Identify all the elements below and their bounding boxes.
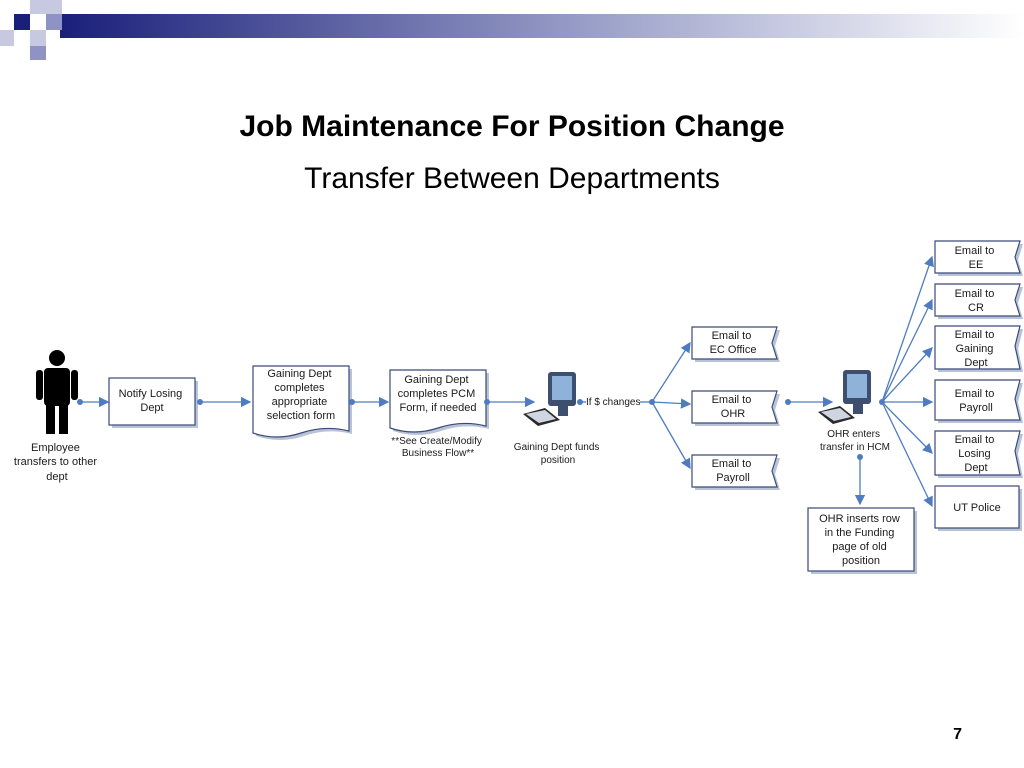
email-losing-dept-box xyxy=(935,431,1023,478)
ohr-inserts-row-box xyxy=(808,508,917,574)
svg-text:Email to EE: Email to EE xyxy=(954,245,995,271)
svg-text:UT Police: UT Police xyxy=(953,502,1001,514)
email-ee-box xyxy=(935,241,1023,276)
email-gaining-dept-box xyxy=(935,326,1023,372)
svg-text:Email to CR: Email to CR xyxy=(954,288,995,314)
gaining-dept-pcm-form-doc xyxy=(390,370,489,435)
employee-label: Employee transfers to other dept xyxy=(13,442,98,483)
pcm-note: **See Create/Modify Business Flow** xyxy=(391,436,482,459)
gaining-dept-selection-form-doc xyxy=(253,366,352,440)
email-cr-box xyxy=(935,284,1023,319)
hcm-computer-icon xyxy=(818,370,871,424)
computer-icon xyxy=(523,372,576,426)
svg-text:Gaining Dept completes: Gaining Dept completes appropriate selection form xyxy=(266,368,336,422)
notify-losing-dept-box xyxy=(109,378,198,428)
if-changes-label: If $ changes xyxy=(586,397,641,408)
svg-text:Notify Losing Dept: Notify Losing Dept xyxy=(118,388,183,414)
funds-label: Gaining Dept funds position xyxy=(513,442,600,466)
slide-subtitle: Transfer Between Departments xyxy=(304,162,720,195)
slide-title: Job Maintenance For Position Change xyxy=(239,110,785,143)
svg-text:Email to OHR: Email to OHR xyxy=(711,394,752,420)
svg-text:Email to Gaining D: Email to Gaining Dept xyxy=(954,329,995,369)
email-payroll-right-box xyxy=(935,380,1023,423)
svg-text:Email to Losing De: Email to Losing Dept xyxy=(954,434,995,474)
email-ohr-box xyxy=(692,391,780,426)
svg-text:Email to Payroll: Email to Payroll xyxy=(711,458,752,484)
ohr-enters-label: OHR enters transfer in HCM xyxy=(819,429,891,453)
svg-text:Email to EC Office: Email to EC Office xyxy=(709,330,757,356)
email-ec-office-box xyxy=(692,327,780,362)
ut-police-box xyxy=(935,486,1022,531)
svg-text:Email to Payroll: Email to Payroll xyxy=(954,388,995,414)
email-payroll-box xyxy=(692,455,780,490)
svg-text:Gaining Dept completes P: Gaining Dept completes PCM Form, if needed xyxy=(397,374,477,414)
page-number: 7 xyxy=(953,726,962,743)
employee-person-icon xyxy=(36,350,78,434)
svg-text:OHR inserts row in the F: OHR inserts row in the Funding page of old position xyxy=(819,513,900,567)
